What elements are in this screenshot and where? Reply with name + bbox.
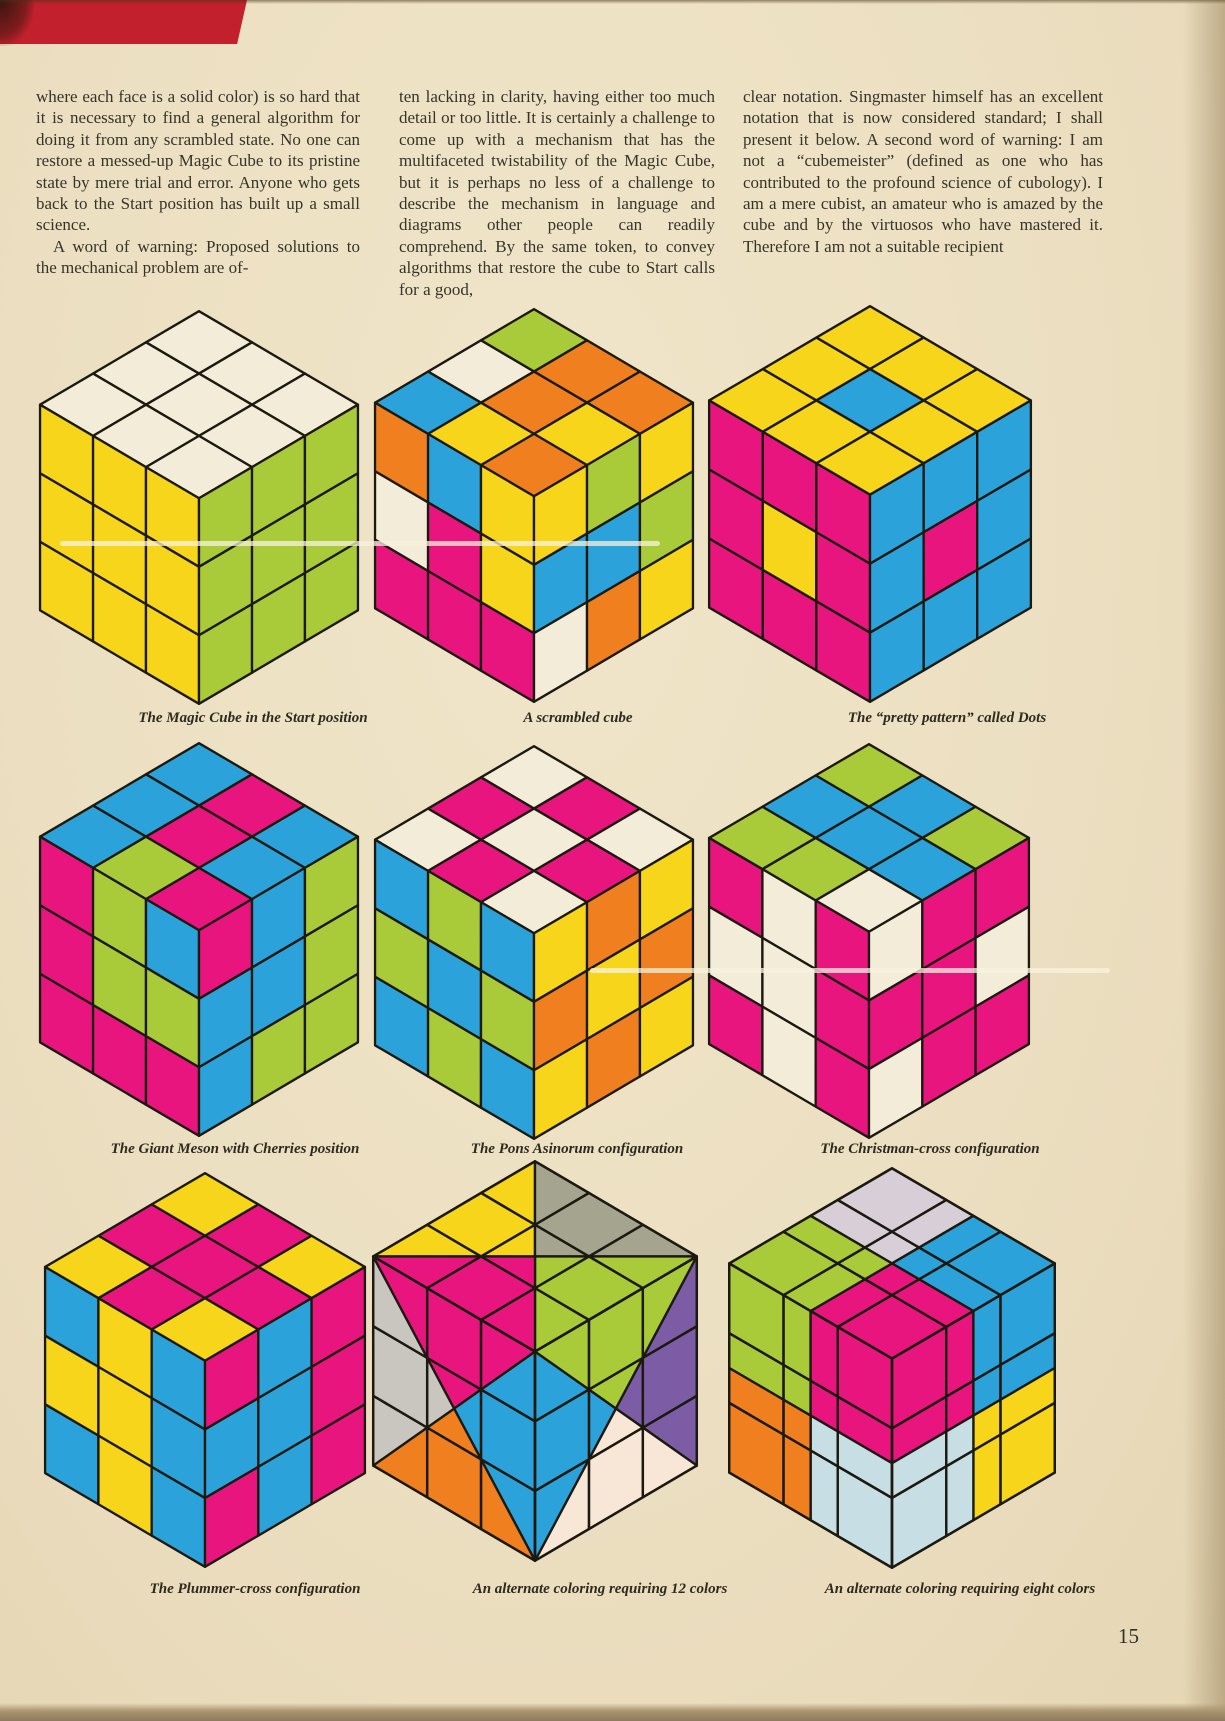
figure-caption: A scrambled cube — [523, 710, 633, 726]
article-paragraph: A word of warning: Proposed solutions to the mechanical problem are of- — [36, 236, 360, 278]
cube-8-colors-figure — [722, 1162, 1062, 1574]
cube-scrambled-figure — [368, 303, 700, 708]
figure-caption: The Giant Meson with Cherries position — [110, 1141, 360, 1157]
cube-plummer-cross-figure — [38, 1167, 372, 1573]
cube-dots-pattern-figure — [702, 300, 1038, 708]
figure-caption: The Pons Asinorum configuration — [470, 1141, 684, 1157]
cube-pons-asinorum-figure — [368, 740, 700, 1145]
figure-caption: An alternate coloring requiring eight colors — [824, 1581, 1096, 1597]
paper-scratch — [60, 541, 660, 546]
page-top-red-fragment — [0, 0, 247, 44]
article-paragraph: where each face is a solid color) is so hard that it is necessary to find a general algorithm for doing it from any scrambled state. No one can restore a messed-up Magic Cube to its pristine state by mere trial and error. Anyone who gets back to the Start position has built up a small science. — [36, 87, 360, 235]
text-column-2 — [399, 86, 715, 302]
figure-caption: An alternate coloring requiring 12 colors — [472, 1581, 728, 1597]
figure-caption: The Plummer-cross configuration — [149, 1581, 361, 1597]
figure-caption: The Christman-cross configuration — [820, 1141, 1040, 1157]
article-paragraph: clear notation. Singmaster himself has an excellent notation that is now considered standard; I shall present it below. A second word of warning: I am not a “cubemeister” (defined as one who has contributed to the profound science of cubology). I am a mere cubist, an amateur who is amazed by the cube and by the virtuosos who have mastered it. Therefore I am not a suitable recipient — [743, 87, 1103, 256]
page-number: 15 — [1118, 1624, 1139, 1648]
text-column-3 — [743, 86, 1103, 302]
text-column-1 — [36, 86, 360, 302]
page-edge-shadow-top — [0, 0, 1225, 4]
figure-caption: The Magic Cube in the Start position — [138, 710, 368, 726]
paper-scratch — [590, 968, 1110, 973]
figure-caption: The “pretty pattern” called Dots — [847, 710, 1047, 726]
page-corner-shadow — [0, 0, 34, 46]
cube-christman-cross-figure — [702, 738, 1036, 1144]
page-edge-shadow-right — [1183, 0, 1225, 1721]
page-edge-shadow-bottom — [0, 1703, 1225, 1721]
article-paragraph: ten lacking in clarity, having either too much detail or too little. It is certainly a challenge to come up with a mechanism that has the multifaceted twistability of the Magic Cube, but it is perhaps no less of a challenge to describe the mechanism in language and diagrams other people can readily comprehend. By the same token, to convey algorithms that restore the cube to Start calls for a good, — [399, 87, 715, 299]
cube-giant-meson-figure — [33, 737, 365, 1142]
cube-start-position-figure — [33, 305, 365, 710]
cube-12-colors-figure — [366, 1155, 704, 1567]
